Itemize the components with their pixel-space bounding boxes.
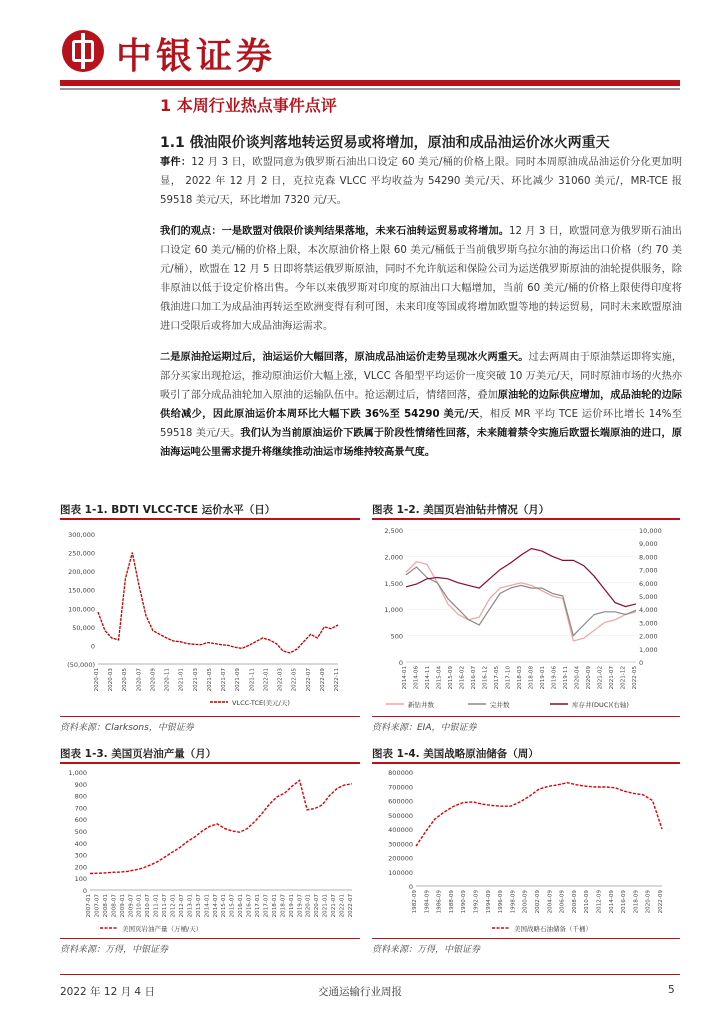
x-tick-label: 2022-05 (632, 666, 638, 690)
figure-1-title: 图表 1-1. BDTI VLCC-TCE 运价水平（日） (60, 504, 276, 516)
series-line-0 (406, 562, 636, 641)
x-tick-label: 2012-07 (178, 894, 185, 918)
footer-divider (60, 974, 680, 975)
y-tick-label: 50,000 (72, 623, 95, 632)
footer-title: 交通运输行业周报 (318, 986, 402, 998)
figure-1-bottom-rule (60, 716, 360, 717)
event-text: 12 月 3 日，欧盟同意为俄罗斯石油出口设定 60 美元/桶的价格上限。同时本周原油成品油运价分化更加明显， 2022 年 12 月 2 日，克拉克森 VLCC 平均收益为 54290 美元/天、环比减少 31060 美元/，MR-TCE 报 59518 美元/天，环比增加 7320 元/天。 (160, 157, 683, 206)
y-tick-label: 700 (74, 804, 87, 813)
second-point-text1: 过去两周由于原油禁运即将实施，部分买家出现抢运，推动原油运价大幅上涨，VLCC 各船型平均运价一度突破 10 万美元/天，同时原油市场的火热亦吸引了部分成品油轮加入原油的运输队伍中。抢运潮过后，情绪回落，叠加 (160, 352, 683, 401)
x-tick-label: 2015-09 (448, 666, 454, 690)
figure-1-source: 资料来源：Clarksons，中银证券 (60, 723, 194, 733)
x-tick-label: 1982-09 (412, 890, 418, 914)
y-tick-label: 1,000 (384, 606, 403, 615)
x-tick-label: 2016-01 (238, 894, 245, 918)
x-tick-label: 2018-07 (280, 894, 287, 918)
y-tick-label: 500 (74, 828, 87, 836)
x-tick-label: 2021-11 (249, 668, 256, 692)
x-tick-label: 2015-07 (229, 894, 236, 918)
x-tick-label: 2008-09 (571, 890, 578, 914)
x-tick-label: 2020-04 (574, 666, 581, 690)
y-tick-label: 100,000 (68, 605, 95, 614)
y-tick-label: 2,000 (384, 553, 403, 562)
y-tick-label: 800000 (388, 769, 413, 777)
x-tick-label: 2021-07 (331, 894, 338, 918)
x-tick-label: 2020-01 (305, 894, 312, 918)
x-tick-label: 2022-07 (348, 894, 354, 918)
second-point-paragraph (160, 348, 682, 462)
x-tick-label: 2016-07 (471, 666, 477, 690)
header-divider-thin (60, 88, 680, 90)
x-tick-label: 2019-01 (540, 666, 546, 690)
x-tick-label: 2021-09 (235, 668, 242, 692)
second-point-lead: 二是原油抢运期过后，油运运价大幅回落，原油成品油运价走势呈现冰火两重天。 (160, 352, 529, 363)
x-tick-label: 2021-05 (206, 668, 213, 692)
x-tick-label: 2020-03 (108, 668, 115, 692)
y-tick-label: 2,500 (384, 527, 403, 535)
chart-3 (60, 766, 360, 936)
view-paragraph (160, 222, 682, 336)
x-tick-label: 2010-01 (136, 894, 143, 918)
figure-3-rule (60, 762, 360, 764)
y-tick-label: 700000 (388, 783, 413, 792)
x-tick-label: 1998-09 (510, 890, 517, 914)
x-tick-label: 2017-01 (255, 894, 262, 918)
y-tick-label: 0 (398, 659, 403, 667)
x-tick-label: 2000-09 (522, 890, 529, 914)
x-tick-label: 2019-06 (551, 666, 558, 690)
x-tick-label: 2009-07 (128, 894, 135, 918)
figure-4-bottom-rule (372, 938, 680, 939)
x-tick-label: 2015-04 (436, 666, 443, 690)
y-tick-label: 100 (74, 875, 87, 884)
series-line-0 (416, 783, 662, 846)
x-tick-label: 2019-07 (297, 894, 304, 918)
y-tick-label: 1,500 (384, 579, 403, 588)
x-tick-label: 1986-09 (436, 890, 443, 914)
x-tick-label: 2014-01 (204, 894, 211, 918)
x-tick-label: 2012-01 (170, 894, 177, 918)
x-tick-label: 2021-02 (597, 666, 604, 690)
brand-logo-icon (62, 30, 104, 72)
x-tick-label: 2013-07 (195, 894, 202, 918)
x-tick-label: 2020-07 (136, 668, 143, 692)
x-tick-label: 2017-10 (505, 666, 512, 690)
y-right-tick-label: 0 (639, 659, 644, 667)
x-tick-label: 2014-06 (413, 666, 420, 690)
x-tick-label: 2020-09 (150, 668, 157, 692)
y-tick-label: 500 (390, 632, 403, 641)
x-tick-label: 2021-07 (221, 668, 228, 692)
x-tick-label: 2009-01 (119, 894, 126, 918)
y-right-tick-label: 9,000 (639, 540, 658, 549)
chart-2 (372, 522, 680, 712)
y-tick-label: 150,000 (68, 586, 95, 595)
x-tick-label: 2011-07 (162, 894, 169, 918)
x-tick-label: 2022-01 (263, 668, 270, 692)
x-tick-label: 2020-07 (314, 894, 321, 918)
event-label: 事件： (160, 157, 192, 168)
legend-label: 完井数 (490, 701, 510, 709)
x-tick-label: 2014-11 (425, 666, 431, 690)
x-tick-label: 2010-07 (145, 894, 152, 918)
y-tick-label: 400 (74, 839, 87, 848)
x-tick-label: 1996-09 (498, 890, 505, 914)
x-tick-label: 2016-09 (621, 890, 628, 914)
y-tick-label: 1,000 (68, 769, 87, 777)
y-tick-label: 400000 (388, 826, 413, 834)
x-tick-label: 2022-09 (319, 668, 326, 692)
y-tick-label: 900 (74, 780, 87, 789)
y-tick-label: 200000 (388, 854, 413, 863)
y-right-tick-label: 4,000 (639, 606, 658, 615)
x-tick-label: 2008-01 (102, 894, 109, 918)
x-tick-label: 2020-05 (122, 668, 129, 692)
y-right-tick-label: 2,000 (639, 632, 658, 641)
y-tick-label: 0 (90, 642, 95, 651)
figure-2-bottom-rule (372, 716, 680, 717)
figure-2-rule (372, 518, 680, 520)
x-tick-label: 2012-09 (596, 890, 603, 914)
figure-2-source: 资料来源：EIA，中银证券 (372, 723, 477, 733)
x-tick-label: 2007-07 (94, 894, 101, 918)
x-tick-label: 2022-09 (658, 890, 664, 914)
x-tick-label: 2018-08 (528, 666, 535, 690)
x-tick-label: 2021-12 (620, 666, 627, 690)
x-tick-label: 2022-07 (305, 668, 312, 692)
figure-4-title: 图表 1-4. 美国战略原油储备（周） (372, 748, 539, 760)
figure-1-rule (60, 518, 360, 520)
x-tick-label: 2017-07 (263, 894, 270, 918)
x-tick-label: 1990-09 (461, 890, 468, 914)
x-tick-label: 2020-09 (586, 666, 592, 690)
chart-1 (60, 522, 360, 712)
x-tick-label: 2013-01 (187, 894, 194, 918)
x-tick-label: 1988-09 (448, 890, 455, 914)
x-tick-label: 1992-09 (473, 890, 480, 914)
header-divider (60, 80, 680, 86)
legend-label: VLCC-TCE(美元/天) (232, 699, 290, 707)
figure-3-bottom-rule (60, 938, 360, 939)
x-tick-label: 2021-03 (192, 668, 199, 692)
figure-4-rule (372, 762, 680, 764)
x-tick-label: 2022-05 (291, 668, 298, 692)
legend-label: 新钻井数 (408, 701, 434, 709)
figure-4-source: 资料来源：万得，中银证券 (372, 945, 481, 955)
second-point-bold2: 我们认为当前原油运价下跌属于阶段性情绪性回落，未来随着禁令实施后欧盟长端原油的进口，原油海运吨公里需求提升将继续推动油运市场维持较高景气度。 (160, 428, 682, 458)
x-tick-label: 2022-11 (334, 668, 340, 692)
series-line-0 (90, 780, 352, 873)
x-tick-label: 2020-01 (94, 668, 100, 692)
x-tick-label: 2011-01 (153, 894, 160, 918)
x-tick-label: 2022-01 (339, 894, 346, 918)
x-tick-label: 2014-07 (212, 894, 219, 918)
x-tick-label: 2004-09 (547, 890, 554, 914)
y-right-tick-label: 1,000 (639, 645, 658, 654)
y-tick-label: 0 (82, 887, 87, 895)
y-right-tick-label: 3,000 (639, 619, 658, 628)
x-tick-label: 2014-01 (402, 666, 408, 690)
x-tick-label: 2010-09 (584, 890, 591, 914)
y-tick-label: 600 (74, 816, 87, 825)
figure-2-title: 图表 1-2. 美国页岩油钻井情况（月） (372, 504, 550, 516)
y-right-tick-label: 10,000 (639, 527, 662, 535)
x-tick-label: 2016-02 (459, 666, 466, 690)
y-tick-label: 300,000 (68, 531, 95, 539)
x-tick-label: 2016-07 (246, 894, 253, 918)
x-tick-label: 2018-09 (633, 890, 640, 914)
x-tick-label: 2015-01 (221, 894, 228, 918)
x-tick-label: 2007-01 (86, 894, 92, 918)
legend-label: 库存井(DUC)(右轴) (572, 701, 629, 709)
section-title: 1 本周行业热点事件点评 (160, 96, 337, 115)
x-tick-label: 2021-01 (178, 668, 185, 692)
legend-label: 美国战略石油储备（千桶） (514, 925, 592, 933)
y-tick-label: (50,000) (67, 661, 95, 669)
view-text: 12 月 3 日，欧盟同意为俄罗斯石油出口设定 60 美元/桶的价格上限，本次原油价格上限 60 美元/桶低于当前俄罗斯乌拉尔油的海运出口价格（约 70 美元/桶），欧盟在 12 月 5 日即将禁运俄罗斯原油，同时不允许航运和保险公司为运送俄罗斯原油的油轮提供服务，除非原油以低于设定价格出售。今年以来俄罗斯对印度的原油出口大幅增加，当前 60 美元/桶的价格上限使得印度将俄油进口加工为成品油再转运至欧洲变得有利可图，未来印度等国或将增加欧盟等地的转运贸易，同时未来欧盟原油进口受限后或将加大成品油海运需求。 (160, 226, 682, 332)
x-tick-label: 2002-09 (535, 890, 541, 914)
legend-label: 美国页岩油产量（万桶/天） (122, 925, 203, 933)
y-right-tick-label: 7,000 (639, 566, 658, 575)
x-tick-label: 2018-01 (271, 894, 278, 918)
y-tick-label: 600000 (388, 797, 413, 806)
x-tick-label: 2019-11 (563, 666, 569, 690)
y-tick-label: 300000 (388, 840, 413, 849)
x-tick-label: 2014-09 (608, 890, 615, 914)
chart-4 (372, 766, 680, 936)
second-point-text2: ，相反 MR 平均 TCE 运价环比增长 14%至 59518 美元/天。 (160, 409, 682, 439)
y-right-tick-label: 8,000 (639, 553, 658, 562)
x-tick-label: 2006-09 (559, 890, 566, 914)
y-right-tick-label: 5,000 (639, 593, 658, 601)
y-tick-label: 200 (74, 863, 87, 872)
x-tick-label: 2017-05 (494, 666, 500, 690)
y-tick-label: 800 (74, 792, 87, 801)
x-tick-label: 1994-09 (485, 890, 492, 914)
x-tick-label: 2016-12 (482, 666, 489, 690)
subsection-title: 1.1 俄油限价谈判落地转运贸易或将增加，原油和成品油运价冰火两重天 (160, 135, 610, 151)
x-tick-label: 2021-07 (609, 666, 615, 690)
page-number: 5 (668, 984, 675, 996)
y-tick-label: 100000 (388, 868, 413, 877)
x-tick-label: 2020-11 (164, 668, 171, 692)
view-lead: 我们的观点：一是欧盟对俄限价谈判结果落地，未来石油转运贸易或将增加。 (160, 226, 509, 237)
x-tick-label: 2019-01 (288, 894, 295, 918)
x-tick-label: 2022-03 (277, 668, 284, 692)
event-paragraph (160, 153, 682, 210)
y-tick-label: 0 (408, 883, 413, 891)
y-tick-label: 300 (74, 851, 87, 860)
series-line-2 (406, 549, 636, 607)
x-tick-label: 2020-09 (645, 890, 652, 914)
y-tick-label: 250,000 (68, 549, 95, 558)
x-tick-label: 2021-01 (322, 894, 329, 918)
x-tick-label: 2018-03 (517, 666, 523, 690)
y-right-tick-label: 6,000 (639, 579, 658, 588)
brand-name: 中银证券 (116, 36, 277, 77)
figure-3-source: 资料来源：万得，中银证券 (60, 945, 169, 955)
x-tick-label: 1984-09 (424, 890, 431, 914)
x-tick-label: 2008-07 (111, 894, 118, 918)
series-line-0 (98, 553, 338, 653)
y-tick-label: 200,000 (68, 568, 95, 577)
figure-3-title: 图表 1-3. 美国页岩油产量（月） (60, 748, 217, 760)
y-tick-label: 500000 (388, 811, 413, 820)
second-point-bold1: 原油轮的边际供应增加，成品油轮的边际供给减少，因此原油运价本周环比大幅下跌 36%至 54290 美元/天 (160, 390, 682, 420)
footer-date: 2022 年 12 月 4 日 (60, 986, 155, 998)
